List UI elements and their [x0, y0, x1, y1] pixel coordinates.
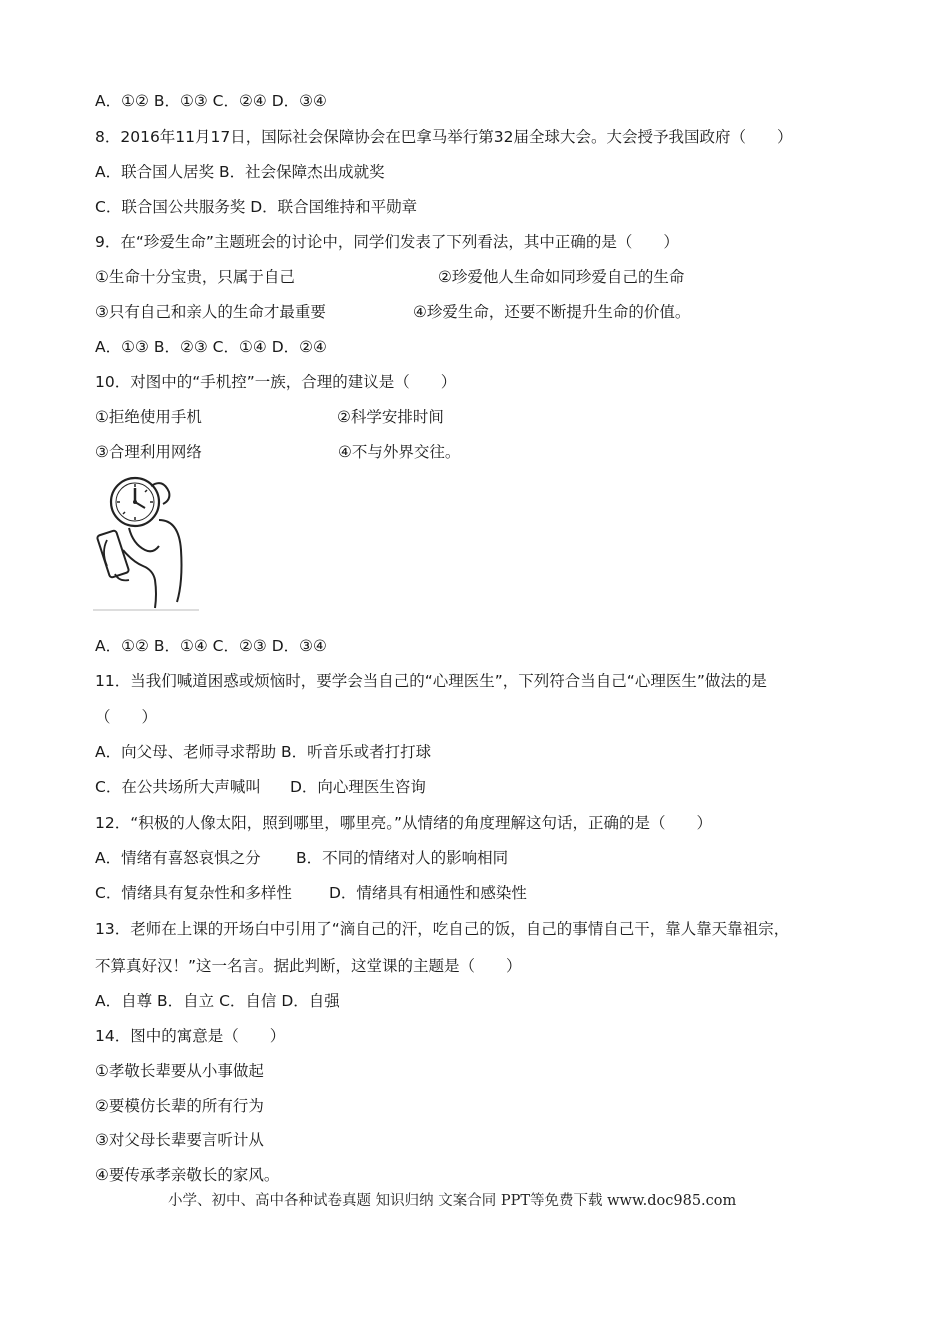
q9-item-4: ④珍爱生命，还要不断提升生命的价值。: [413, 303, 691, 321]
q12-option-c: C．情绪具有复杂性和多样性: [95, 884, 292, 902]
q10-options: A．①② B．①④ C．②③ D．③④: [95, 637, 327, 655]
q11-option-c: C．在公共场所大声喊叫: [95, 778, 261, 796]
q13-stem-line1: 13．老师在上课的开场白中引用了“滴自己的汗，吃自己的饭，自己的事情自己干，靠人靠天靠祖宗，: [95, 920, 790, 938]
q9-options: A．①③ B．②③ C．①④ D．②④: [95, 338, 327, 356]
q7-options: A．①② B．①③ C．②④ D．③④: [95, 92, 327, 110]
q9-item-2: ②珍爱他人生命如同珍爱自己的生命: [438, 268, 685, 286]
phone-addict-illustration: [93, 470, 199, 612]
q14-item-1: ①孝敬长辈要从小事做起: [95, 1062, 264, 1080]
q9-item-3: ③只有自己和亲人的生命才最重要: [95, 303, 326, 321]
q14-item-2: ②要模仿长辈的所有行为: [95, 1097, 264, 1115]
q12-option-d: D．情绪具有相通性和感染性: [329, 884, 527, 902]
q11-options-ab: A．向父母、老师寻求帮助 B．听音乐或者打打球: [95, 743, 432, 761]
q10-item-2: ②科学安排时间: [337, 408, 444, 426]
q14-stem: 14．图中的寓意是（ ）: [95, 1027, 286, 1045]
q11-stem-bracket: （ ）: [95, 708, 158, 726]
q10-item-3: ③合理利用网络: [95, 443, 202, 461]
q13-stem-line2: 不算真好汉！”这一名言。据此判断，这堂课的主题是（ ）: [95, 957, 522, 975]
q11-option-d: D．向心理医生咨询: [290, 778, 426, 796]
q8-options-ab: A．联合国人居奖 B．社会保障杰出成就奖: [95, 163, 385, 181]
q11-stem: 11．当我们喊道困惑或烦恼时，要学会当自己的“心理医生”，下列符合当自己“心理医生”做法的是: [95, 672, 767, 690]
q14-item-4: ④要传承孝亲敬长的家风。: [95, 1166, 280, 1184]
q12-stem: 12．“积极的人像太阳，照到哪里，哪里亮。”从情绪的角度理解这句话，正确的是（ ）: [95, 814, 713, 832]
q10-stem: 10．对图中的“手机控”一族，合理的建议是（ ）: [95, 373, 457, 391]
q8-options-cd: C．联合国公共服务奖 D．联合国维持和平勋章: [95, 198, 418, 216]
q9-item-1: ①生命十分宝贵，只属于自己: [95, 268, 295, 286]
q13-options: A．自尊 B．自立 C．自信 D．自强: [95, 992, 340, 1010]
q14-item-3: ③对父母长辈要言听计从: [95, 1131, 264, 1149]
page-footer: 小学、初中、高中各种试卷真题 知识归纳 文案合同 PPT等免费下载 www.doc985.com: [168, 1193, 737, 1209]
q10-item-1: ①拒绝使用手机: [95, 408, 202, 426]
q8-stem: 8．2016年11月17日，国际社会保障协会在巴拿马举行第32届全球大会。大会授予我国政府（ ）: [95, 128, 793, 146]
q12-option-a: A．情绪有喜怒哀惧之分: [95, 849, 261, 867]
q9-stem: 9．在“珍爱生命”主题班会的讨论中，同学们发表了下列看法，其中正确的是（ ）: [95, 233, 679, 251]
q12-option-b: B．不同的情绪对人的影响相同: [296, 849, 509, 867]
q10-item-4: ④不与外界交往。: [338, 443, 461, 461]
